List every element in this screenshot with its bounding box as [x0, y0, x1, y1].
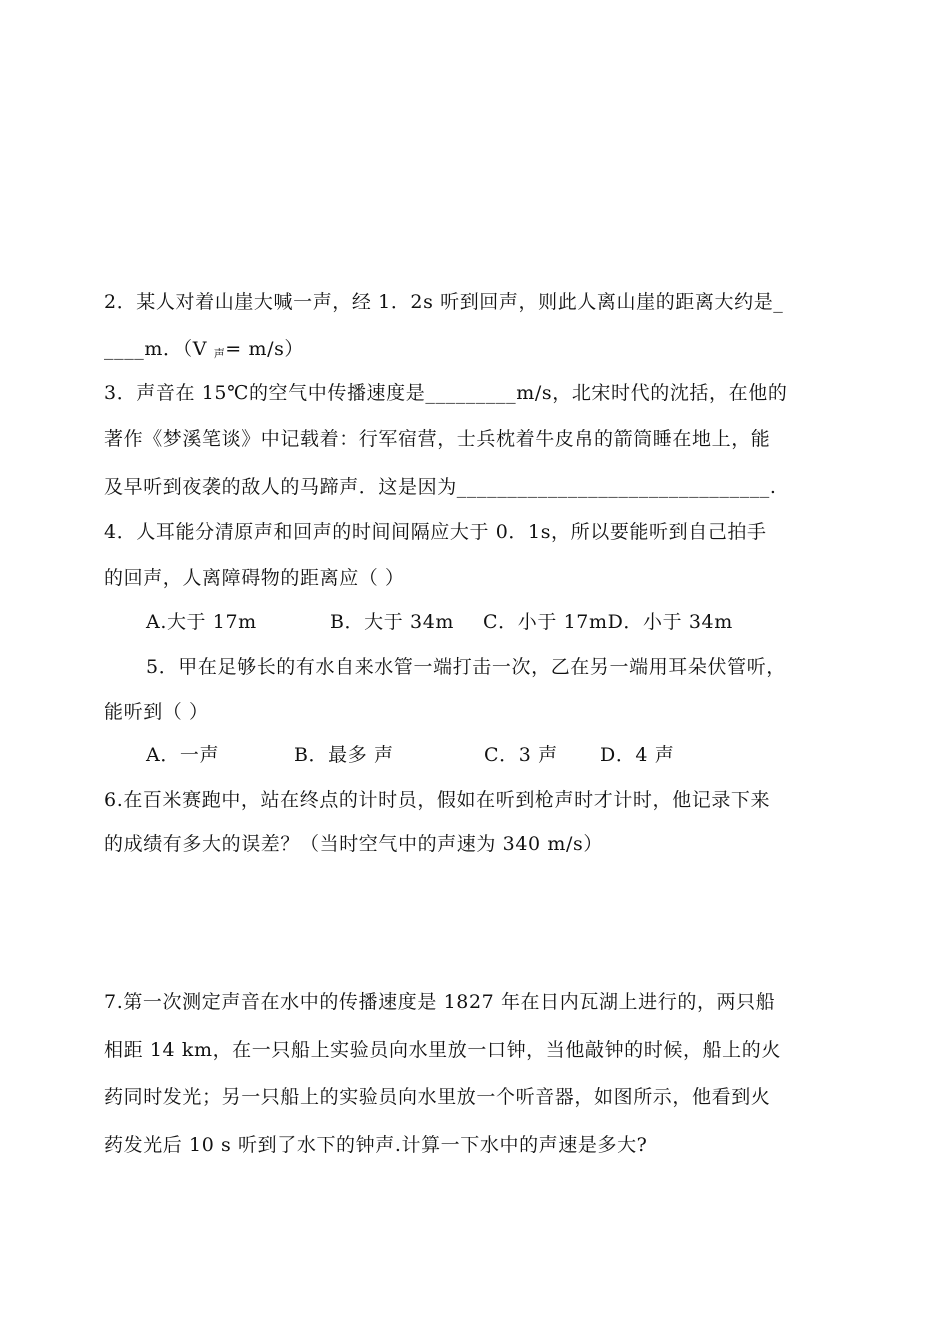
q6-line-1	[104, 788, 770, 812]
q4-line-2	[104, 566, 405, 590]
q6-text-2: 的成绩有多大的误差？（当时空气中的声速为 340 m/s）	[104, 833, 603, 855]
q3-line-2	[104, 427, 770, 451]
q5-options	[146, 743, 674, 767]
q7-text-2: 相距 14 km，在一只船上实验员向水里放一口钟，当他敲钟的时候，船上的火	[104, 1039, 781, 1061]
q5-option-d: D．4 声	[600, 744, 675, 766]
q4-option-cd: C．小于 17mD．小于 34m	[483, 611, 733, 633]
q7-text-3: 药同时发光；另一只船上的实验员向水里放一个听音器，如图所示，他看到火	[104, 1086, 771, 1108]
q2-text-2: ____m．（V	[104, 338, 214, 360]
q3-text-2: 著作《梦溪笔谈》中记载着：行军宿营，士兵枕着牛皮帛的箭筒睡在地上，能	[104, 428, 771, 450]
q2-text-3: = m/s）	[225, 338, 305, 360]
q6-line-2	[104, 832, 603, 856]
q7-line-3	[104, 1085, 770, 1109]
q7-text-4: 药发光后 10 s 听到了水下的钟声.计算一下水中的声速是多大?	[104, 1134, 648, 1156]
q5-option-a: A．一声	[146, 744, 220, 766]
q3-text-3: 及早听到夜袭的敌人的马蹄声．这是因为_______________________________.	[104, 476, 777, 498]
q7-line-2	[104, 1038, 781, 1062]
q2-text-1: 2．某人对着山崖大喊一声，经 1．2s 听到回声，则此人离山崖的距离大约是_	[104, 291, 784, 313]
q7-text-1: 7.第一次测定声音在水中的传播速度是 1827 年在日内瓦湖上进行的，两只船	[104, 991, 776, 1013]
q4-line-1	[104, 520, 767, 544]
q5-text-1: 5．甲在足够长的有水自来水管一端打击一次，乙在另一端用耳朵伏管听，	[146, 656, 786, 678]
q5-line-1	[146, 655, 786, 679]
q5-text-2: 能听到（ ）	[104, 701, 209, 723]
q5-line-2	[104, 700, 209, 724]
q4-text-2: 的回声，人离障碍物的距离应（ ）	[104, 567, 405, 589]
q6-text-1: 6.在百米赛跑中，站在终点的计时员，假如在听到枪声时才计时，他记录下来	[104, 789, 771, 811]
q2-line-1	[104, 290, 783, 314]
q5-option-b: B．最多 声	[294, 744, 394, 766]
q2-line-2	[104, 337, 304, 366]
q4-option-b: B．大于 34m	[330, 611, 454, 633]
q7-line-1	[104, 990, 775, 1014]
q3-line-3	[104, 475, 777, 499]
q4-text-1: 4．人耳能分清原声和回声的时间间隔应大于 0．1s，所以要能听到自己拍手	[104, 521, 767, 543]
q4-option-a: A.大于 17m	[146, 611, 257, 633]
q5-option-c: C．3 声	[484, 744, 558, 766]
q3-line-1	[104, 381, 787, 405]
q2-subscript: 声	[213, 347, 226, 360]
q4-options	[146, 610, 733, 634]
q7-line-4	[104, 1133, 647, 1157]
q3-text-1: 3．声音在 15℃的空气中传播速度是_________m/s，北宋时代的沈括，在他的	[104, 382, 788, 404]
